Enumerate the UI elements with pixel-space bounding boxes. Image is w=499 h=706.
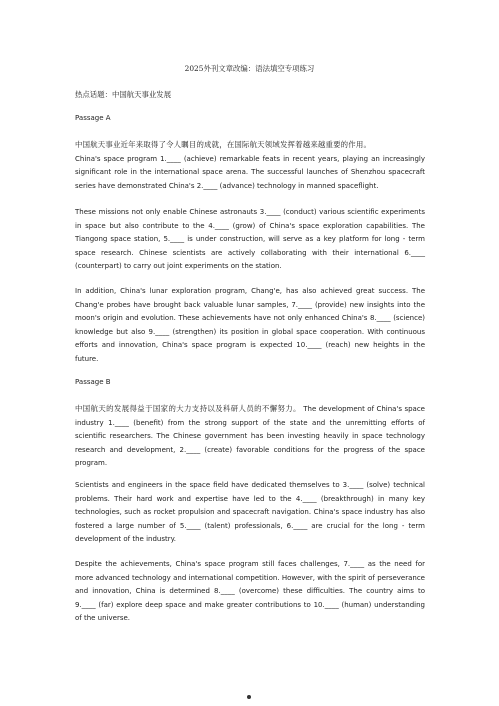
- passage-b-p1-text: The development of China's space industry 1.____ (benefit) from the strong support of the state and the unremitting efforts of scientific researchers. The Chinese government has been investing heavily in space technology research and development, 2.____ (create) favorable conditions for the progress of the space program.: [75, 405, 425, 467]
- topic-heading: 热点话题：中国航天事业发展: [75, 90, 172, 99]
- passage-b-paragraph-2: Scientists and engineers in the space field have dedicated themselves to 3.____ (solve) technical problems. Their hard work and expertise have led to the 4.____ (breakthrough) in many key technologies, such as rocket propulsion and spacecraft navigation. China's space industry has also fostered a large number of 5.____ (talent) professionals, 6.____ are crucial for the long - term development of the industry.: [75, 481, 425, 543]
- passage-a-p1-text: China's space program 1.____ (achieve) remarkable feats in recent years, playing an increasingly significant role in the international space arena. The successful launches of Shenzhou spacecraft series have demonstrated China's 2.____ (advance) technology in manned spaceflight.: [75, 154, 425, 190]
- passage-a-paragraph-1: [75, 138, 425, 193]
- passage-a-intro-cn: 中国航天事业近年来取得了令人瞩目的成就，在国际航天领域发挥着越来越重要的作用。: [75, 140, 372, 149]
- document-title: 2025外刊文章改编：语法填空专项练习: [184, 64, 315, 73]
- passage-a-label: Passage A: [75, 114, 111, 122]
- passage-b-paragraph-1: [75, 402, 425, 471]
- passage-b-intro-cn: 中国航天的发展得益于国家的大力支持以及科研人员的不懈努力。: [75, 404, 301, 413]
- passage-b-paragraph-3: Despite the achievements, China's space program still faces challenges, 7.____ as the need for more advanced technology and international competition. However, with the spirit of perseverance and innovation, China is determined 8.____ (overcome) these difficulties. The country aims to 9.____ (far) explore deep space and make greater contributions to 10.____ (human) understanding of the universe.: [75, 560, 425, 622]
- passage-b-label: Passage B: [75, 378, 111, 386]
- page-indicator-dot: [247, 695, 251, 699]
- passage-a-paragraph-2: These missions not only enable Chinese astronauts 3.____ (conduct) various scientific experiments in space but also contribute to the 4.____ (grow) of China's space exploration capabilities. The Tiangong space station, 5.____ is under construction, will serve as a key platform for long - term space research. Chinese scientists are actively collaborating with their international 6.____ (counterpart) to carry out joint experiments on the station.: [75, 208, 425, 270]
- passage-a-paragraph-3: In addition, China's lunar exploration program, Chang'e, has also achieved great success. The Chang'e probes have brought back valuable lunar samples, 7.____ (provide) new insights into the moon's origin and evolution. These achievements have not only enhanced China's 8.____ (science) knowledge but also 9.____ (strengthen) its position in global space cooperation. With continuous efforts and innovation, China's space program is expected 10.____ (reach) new heights in the future.: [75, 287, 425, 363]
